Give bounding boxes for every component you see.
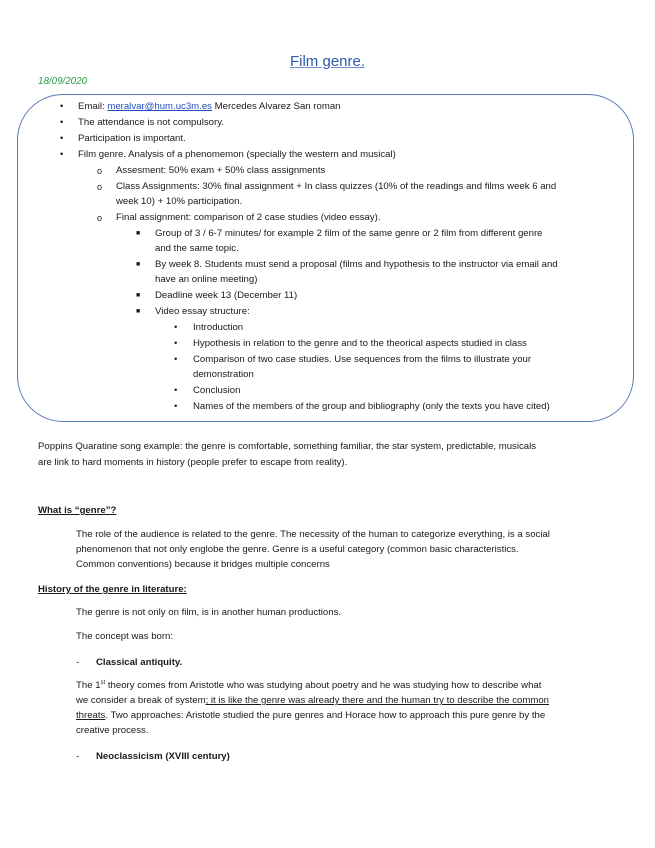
square-bullet-icon: ■ bbox=[136, 261, 141, 268]
week8-line-1: By week 8. Students must send a proposal (films and hypothesis to the instructor via email and bbox=[155, 259, 558, 270]
theory-underlined-threats: threats bbox=[76, 710, 106, 721]
ordinal-sup: st bbox=[100, 679, 106, 686]
group-line-2: and the same topic. bbox=[155, 243, 239, 254]
dash-bullet: - bbox=[76, 657, 80, 668]
bullet-icon: • bbox=[174, 354, 178, 365]
theory-underlined-text: ; it is like the genre was already there and the human try to describe the common bbox=[205, 695, 549, 706]
bullet-icon: • bbox=[174, 338, 178, 349]
theory-text-b: theory comes from Aristotle who was studying about poetry and he was studying how to describe what bbox=[105, 680, 542, 691]
poppins-line-2: are link to hard moments in history (people prefer to escape from reality). bbox=[38, 457, 348, 468]
classical-antiquity: Classical antiquity. bbox=[96, 657, 183, 668]
history-line-2: The concept was born: bbox=[76, 631, 174, 642]
history-heading: History of the genre in literature: bbox=[38, 584, 187, 595]
names-item: Names of the members of the group and bibliography (only the texts you have cited) bbox=[193, 401, 550, 412]
what-is-genre-heading: What is “genre”? bbox=[38, 505, 117, 516]
theory-text-c: we consider a break of system bbox=[76, 695, 206, 706]
conclusion-item: Conclusion bbox=[193, 385, 241, 396]
square-bullet-icon: ■ bbox=[136, 292, 141, 299]
square-bullet-icon: ■ bbox=[136, 308, 141, 315]
participation-item: Participation is important. bbox=[78, 133, 186, 144]
class-assignments-line-1: Class Assignments: 30% final assignment + In class quizzes (10% of the readings and films week 6 and bbox=[116, 181, 557, 192]
theory-text-d: . Two approaches: Aristotle studied the pure genres and Horace how to approach this pure genre by the bbox=[105, 710, 546, 721]
what-line-3: Common conventions) because it bridges multiple concerns bbox=[76, 559, 330, 570]
bullet-icon: • bbox=[174, 385, 178, 396]
comparison-line-1: Comparison of two case studies. Use sequences from the films to illustrate your bbox=[193, 354, 532, 365]
week8-line-2: have an online meeting) bbox=[155, 274, 258, 285]
deadline-item: Deadline week 13 (December 11) bbox=[155, 290, 298, 301]
film-genre-item: Film genre. Analysis of a phenomemon (specially the western and musical) bbox=[78, 149, 396, 160]
bullet-icon: • bbox=[60, 101, 64, 112]
hypothesis-item: Hypothesis in relation to the genre and to the theorical aspects studied in class bbox=[193, 338, 527, 349]
structure-item: Video essay structure: bbox=[155, 306, 250, 317]
class-assignments-line-2: week 10) + 10% participation. bbox=[116, 196, 243, 207]
theory-text-a: The 1 bbox=[76, 680, 101, 691]
circle-bullet-icon: o bbox=[97, 166, 103, 176]
introduction-item: Introduction bbox=[193, 322, 244, 333]
circle-bullet-icon: o bbox=[97, 213, 103, 223]
poppins-line-1: Poppins Quaratine song example: the genre is comfortable, something familiar, the star system, predictable, musicals bbox=[38, 441, 537, 452]
assessment-item: Assesment: 50% exam + 50% class assignments bbox=[116, 165, 326, 176]
what-line-2: phenomenon that not only englobe the genre. Genre is a useful category (common basic characteristics. bbox=[76, 544, 519, 555]
theory-line-1 bbox=[76, 679, 541, 693]
square-bullet-icon: ■ bbox=[136, 230, 141, 237]
theory-line-4: creative process. bbox=[76, 725, 149, 736]
neoclassicism: Neoclassicism (XVIII century) bbox=[96, 751, 230, 762]
circle-bullet-icon: o bbox=[97, 182, 103, 192]
what-line-1: The role of the audience is related to the genre. The necessity of the human to categorize everything, is a social bbox=[76, 529, 550, 540]
bullet-icon: • bbox=[60, 117, 64, 128]
title-text: Film genre. bbox=[289, 53, 366, 70]
email-link[interactable]: meralvar@hum.uc3m.es bbox=[107, 101, 212, 112]
theory-line-2 bbox=[76, 694, 549, 708]
theory-line-3 bbox=[76, 709, 545, 723]
page-title bbox=[0, 52, 655, 72]
bullet-icon: • bbox=[174, 401, 178, 412]
dash-bullet: - bbox=[76, 751, 80, 762]
bullet-icon: • bbox=[60, 149, 64, 160]
instructor-name: Mercedes Alvarez San roman bbox=[211, 101, 341, 112]
group-line-1: Group of 3 / 6-7 minutes/ for example 2 film of the same genre or 2 film from different genre bbox=[155, 228, 543, 239]
history-line-1: The genre is not only on film, is in another human productions. bbox=[76, 607, 342, 618]
email-line bbox=[78, 100, 341, 114]
date: 18/09/2020 bbox=[38, 76, 88, 87]
bullet-icon: • bbox=[60, 133, 64, 144]
attendance-item: The attendance is not compulsory. bbox=[78, 117, 224, 128]
bullet-icon: • bbox=[174, 322, 178, 333]
final-assignment-item: Final assignment: comparison of 2 case studies (video essay). bbox=[116, 212, 381, 223]
email-label: Email: bbox=[78, 101, 108, 112]
comparison-line-2: demonstration bbox=[193, 369, 254, 380]
